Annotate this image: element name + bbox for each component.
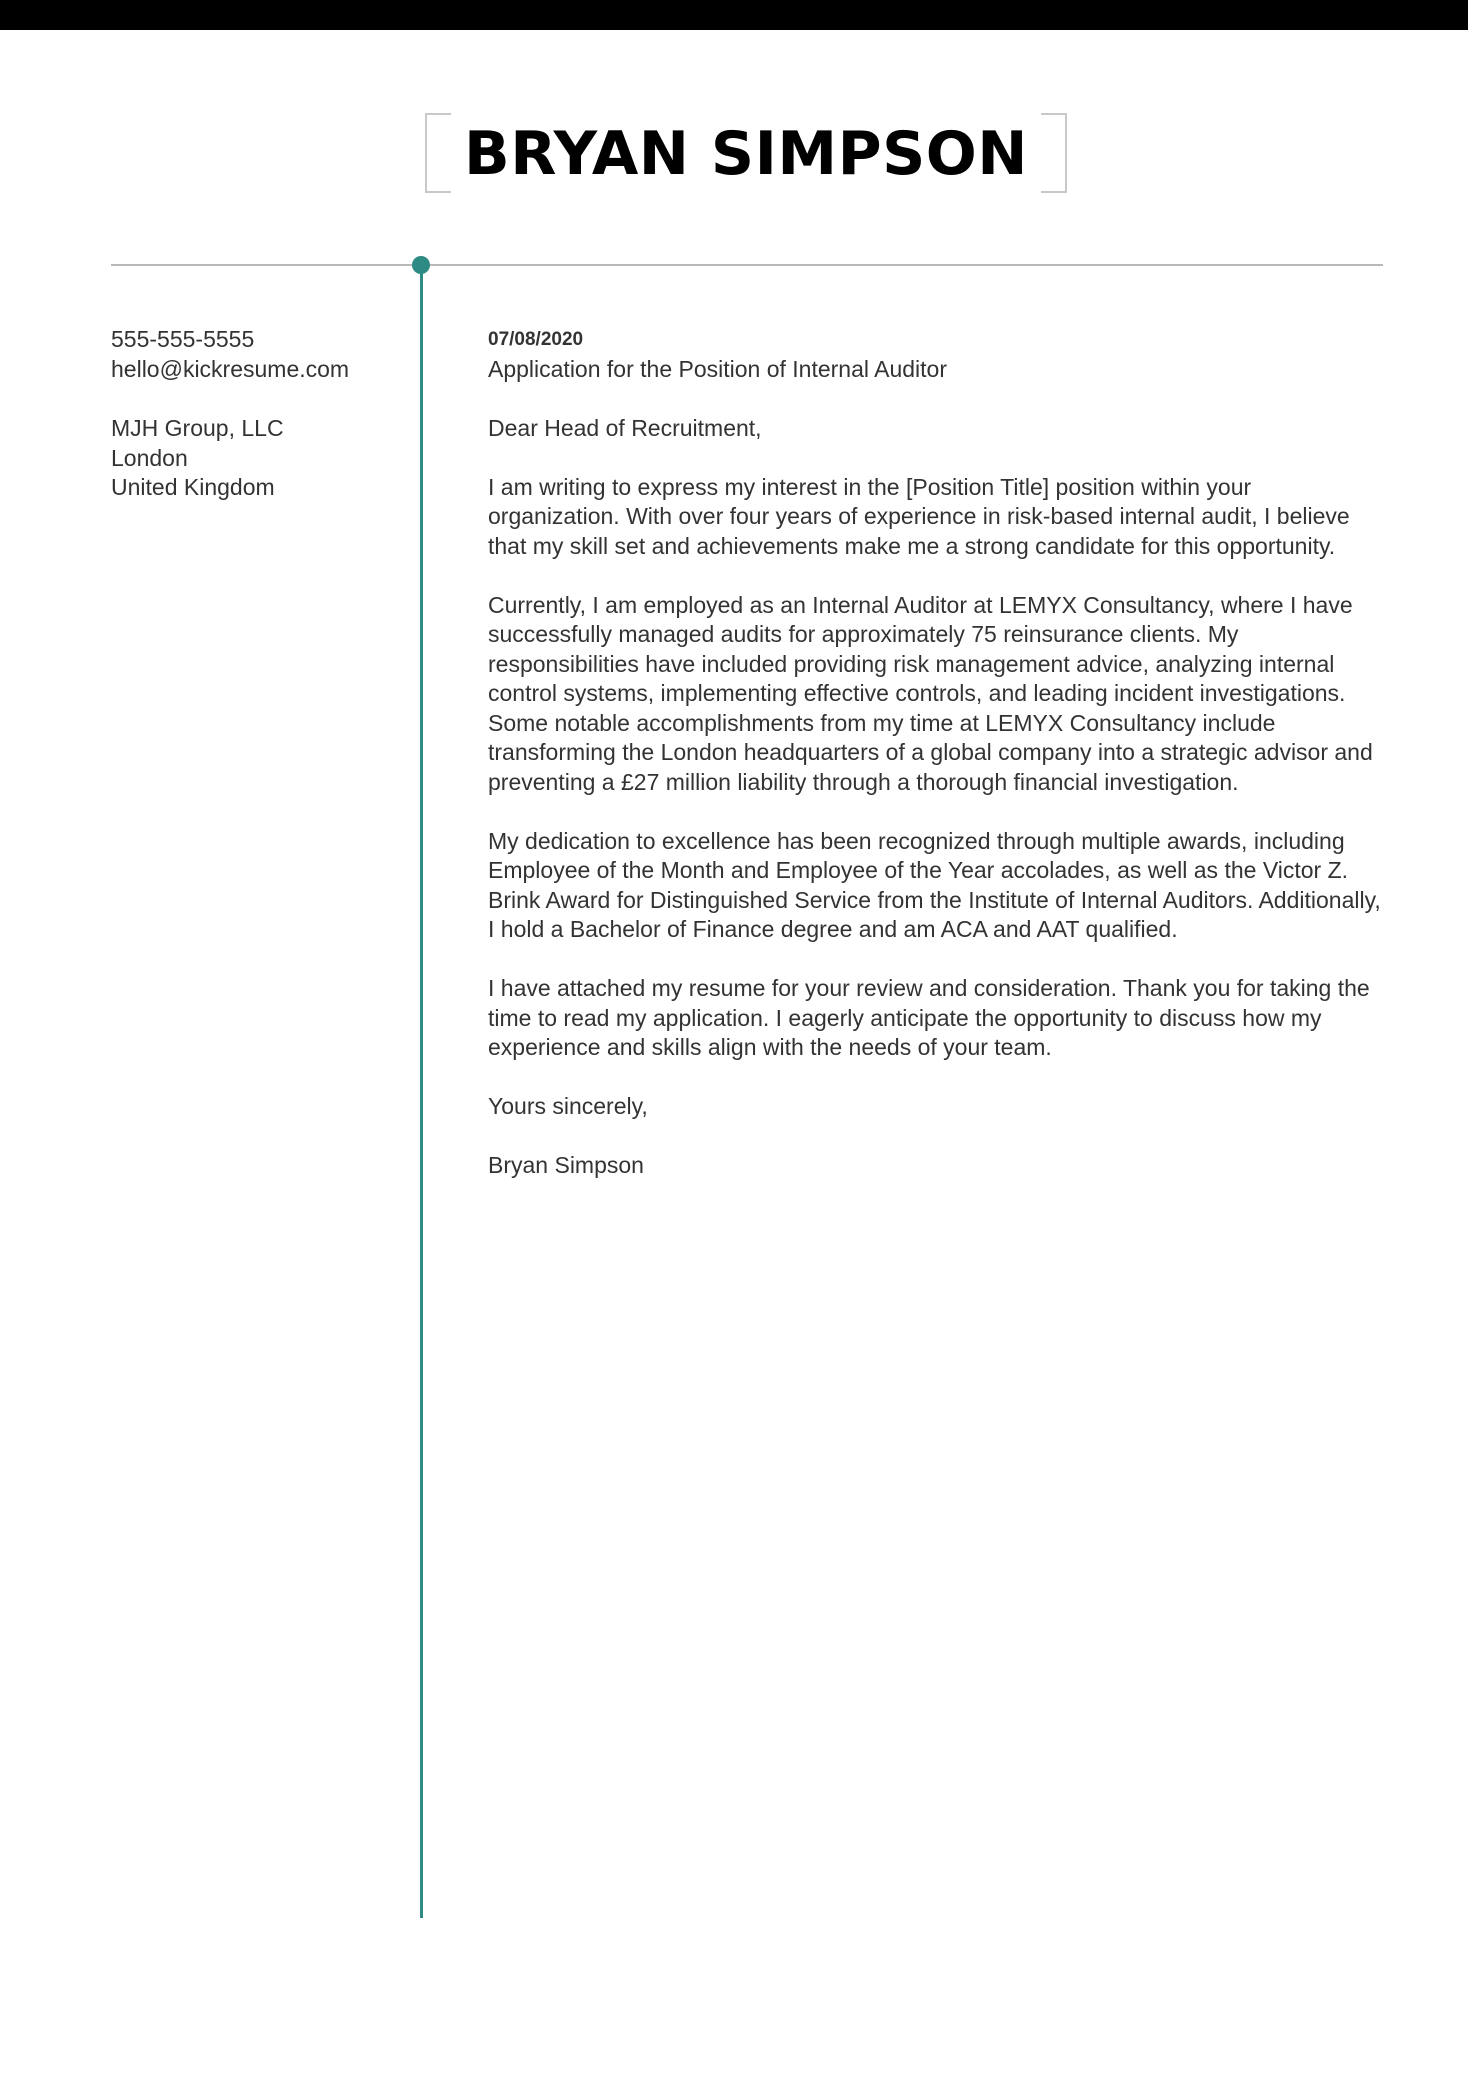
signature: Bryan Simpson — [488, 1152, 644, 1178]
paragraph: I am writing to express my interest in the [Position Title] position within your organization. With over four years of experience in risk-based internal audit, I believe that my skill set and achievements make me a strong candidate for this opportunity. — [488, 473, 1350, 559]
recipient-company: MJH Group, LLC — [111, 415, 284, 441]
salutation: Dear Head of Recruitment, — [488, 414, 762, 441]
name-header — [425, 113, 1067, 195]
email-address: hello@kickresume.com — [111, 355, 350, 382]
closing: Yours sincerely, — [488, 1093, 648, 1119]
sidebar — [111, 325, 401, 503]
letter-subject: Application for the Position of Internal Auditor — [488, 355, 948, 382]
applicant-name: BRYAN SIMPSON — [463, 119, 1029, 189]
paragraph: Currently, I am employed as an Internal Auditor at LEMYX Consultancy, where I have successfully managed audits for approximately 75 reinsurance clients. My responsibilities have included providing risk management advice, analyzing internal control systems, implementing effective controls, and leading incident investigations. Some notable accomplishments from my time at LEMYX Consultancy include transforming the London headquarters of a global company into a strategic advisor and preventing a £27 million liability through a thorough financial investigation. — [488, 591, 1373, 795]
paragraph: My dedication to excellence has been recognized through multiple awards, including Employee of the Month and Employee of the Year accolades, as well as the Victor Z. Brink Award for Distinguished Service from the Institute of Internal Auditors. Additionally, I hold a Bachelor of Finance degree and am ACA and AAT qualified. — [488, 827, 1381, 942]
recipient-city: London — [111, 444, 188, 471]
sidebar-spacer — [111, 384, 401, 414]
phone-number: 555-555-5555 — [111, 326, 255, 352]
letter-body — [488, 325, 1388, 1181]
paragraph: I have attached my resume for your review and consideration. Thank you for taking the time to read my application. I eagerly anticipate the opportunity to discuss how my experience and skills align with the needs of your team. — [488, 975, 1370, 1060]
recipient-country: United Kingdom — [111, 474, 275, 500]
divider-dot — [412, 256, 430, 274]
horizontal-divider — [111, 264, 1383, 266]
top-bar — [0, 0, 1468, 30]
letter-date: 07/08/2020 — [488, 329, 584, 350]
vertical-divider — [420, 266, 423, 1918]
